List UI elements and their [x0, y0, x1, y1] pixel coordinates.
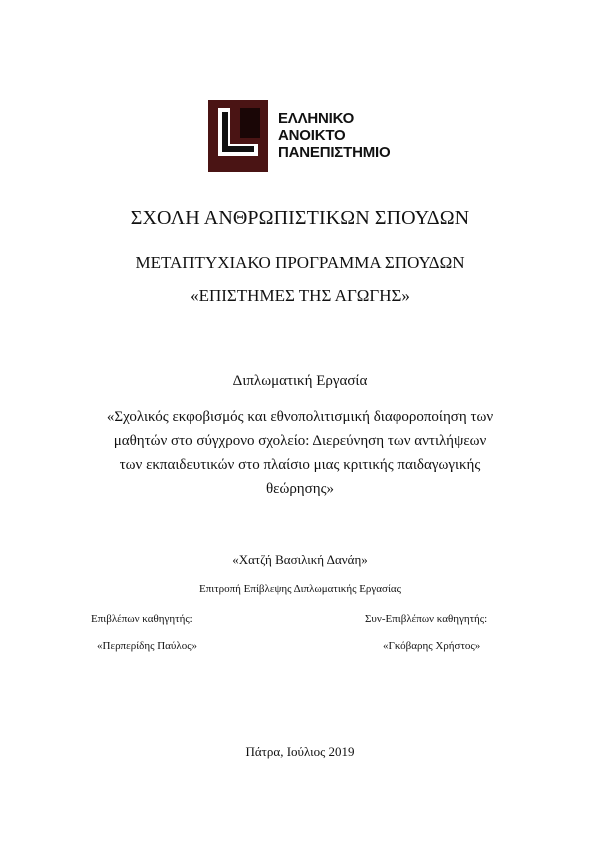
co-supervisor-name: «Γκόβαρης Χρήστος»: [383, 640, 481, 652]
thesis-title: [80, 405, 520, 501]
logo-line-3: ΠΑΝΕΠΙΣΤΗΜΙΟ: [278, 144, 391, 161]
supervisor-label: Επιβλέπων καθηγητής:: [91, 613, 193, 625]
program-name: ΜΕΤΑΠΤΥΧΙΑΚΟ ΠΡΟΓΡΑΜΜΑ ΣΠΟΥΔΩΝ: [135, 253, 465, 272]
thesis-title-line: των εκπαιδευτικών στο πλαίσιο μιας κριτικής παιδαγωγικής: [119, 457, 481, 473]
thesis-title-line: μαθητών στο σύγχρονο σχολείο: Διερεύνηση των αντιλήψεων: [113, 433, 487, 449]
program-title: «ΕΠΙΣΤΗΜΕΣ ΤΗΣ ΑΓΩΓΗΣ»: [190, 286, 410, 305]
logo-mark-icon: [208, 100, 268, 172]
thesis-title-line: «Σχολικός εκφοβισμός και εθνοπολιτισμική διαφοροποίηση των: [106, 409, 494, 425]
thesis-title-line: θεώρησης»: [265, 481, 335, 497]
author-name: «Χατζή Βασιλική Δανάη»: [232, 552, 368, 567]
committee-heading: Επιτροπή Επίβλεψης Διπλωματικής Εργασίας: [198, 583, 402, 595]
supervisor-name: «Περπερίδης Παύλος»: [97, 640, 198, 652]
thesis-type: Διπλωματική Εργασία: [232, 373, 368, 389]
logo-wordmark: [278, 110, 390, 161]
place-date: Πάτρα, Ιούλιος 2019: [245, 744, 355, 759]
logo-line-2: ΑΝΟΙΚΤΟ: [278, 127, 346, 144]
co-supervisor-label: Συν-Επιβλέπων καθηγητής:: [365, 613, 488, 625]
logo-line-1: ΕΛΛΗΝΙΚΟ: [278, 110, 355, 127]
school-name: ΣΧΟΛΗ ΑΝΘΡΩΠΙΣΤΙΚΩΝ ΣΠΟΥΔΩΝ: [130, 207, 470, 229]
university-logo: [208, 100, 398, 172]
